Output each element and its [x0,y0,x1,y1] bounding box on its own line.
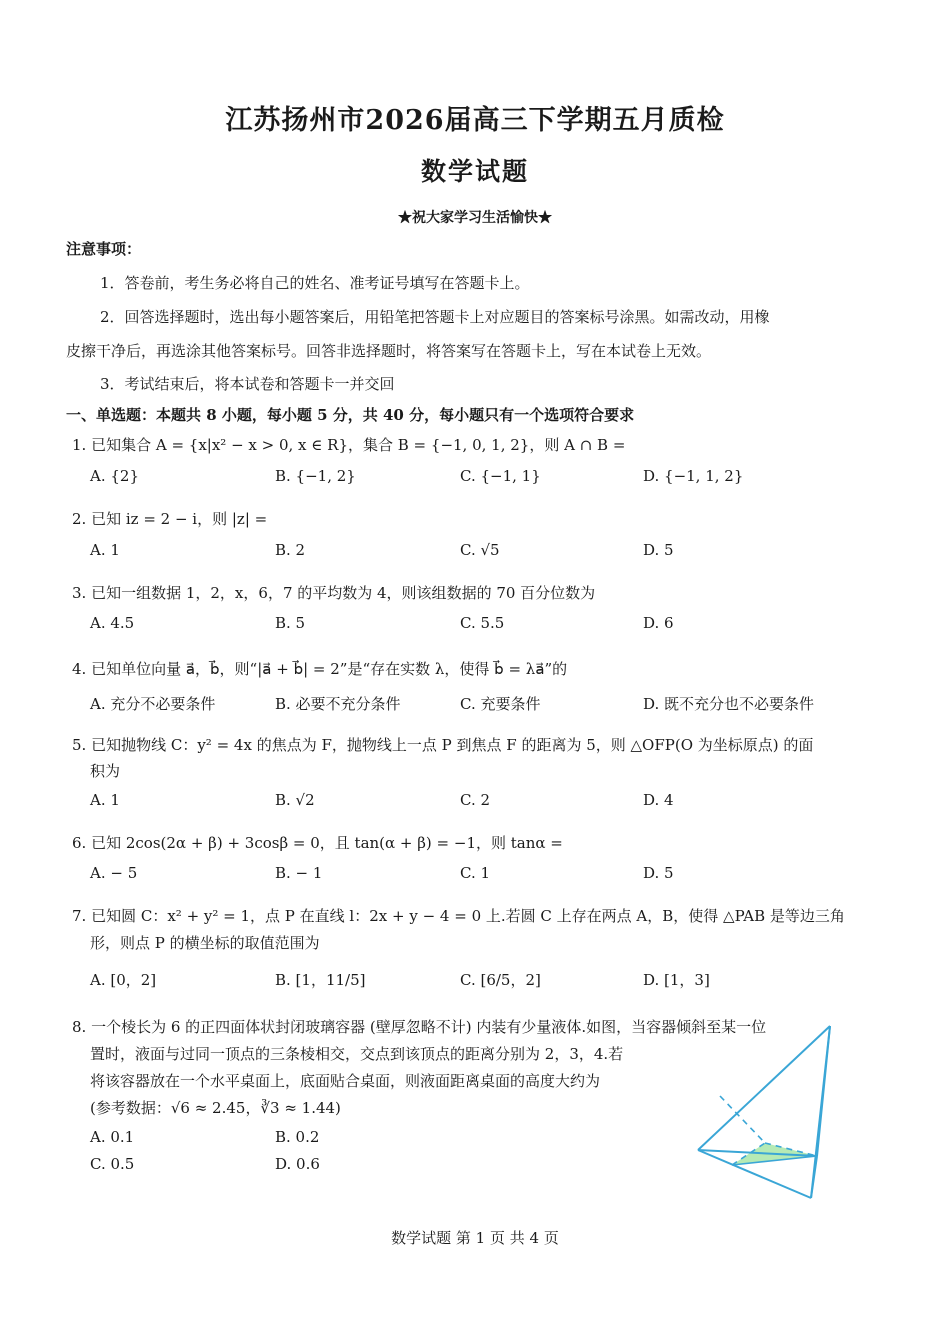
q2-option-c: C. √5 [460,541,500,559]
notice-item-1: 1．答卷前，考生务必将自己的姓名、准考证号填写在答题卡上。 [100,274,530,292]
q7-option-a: A. [0，2] [90,971,157,989]
question-2: 2. 已知 iz = 2 − i，则 |z| = [72,510,268,528]
question-4: 4. 已知单位向量 a⃗，b⃗，则“|a⃗ + b⃗| = 2”是“存在实数 λ，使得 b⃗ = λa⃗”的 [72,660,568,678]
q4-option-b: B. 必要不充分条件 [275,695,401,713]
question-3: 3. 已知一组数据 1，2，x，6，7 的平均数为 4，则该组数据的 70 百分位数为 [72,584,596,602]
q3-option-c: C. 5.5 [460,614,505,632]
page-footer: 数学试题 第 1 页 共 4 页 [391,1229,559,1247]
notice-item-2: 2．回答选择题时，选出每小题答案后，用铅笔把答题卡上对应题目的答案标号涂黑。如需改动，用橡 [100,308,770,326]
q2-option-b: B. 2 [275,541,306,559]
exam-subtitle: 数学试题 [420,157,529,186]
q1-option-b: B. {−1, 2} [275,467,356,485]
exam-title: 江苏扬州市2026届高三下学期五月质检 [225,105,725,136]
q3-option-d: D. 6 [643,614,674,632]
question-8: 8. 一个棱长为 6 的正四面体状封闭玻璃容器 (壁厚忽略不计) 内装有少量液体.如图，当容器倾斜至某一位 [72,1018,767,1036]
q4-option-c: C. 充要条件 [460,695,541,713]
hidden-edge [720,1096,765,1143]
question-8-reference: (参考数据：√6 ≈ 2.45，∛3 ≈ 1.44) [90,1099,341,1117]
q2-option-d: D. 5 [643,541,674,559]
q7-option-b: B. [1，11/5] [275,971,366,989]
q5-option-c: C. 2 [460,791,491,809]
q6-option-a: A. − 5 [90,864,138,882]
question-1: 1. 已知集合 A = {x|x² − x > 0, x ∈ R}，集合 B = {−1, 0, 1, 2}，则 A ∩ B = [72,436,626,454]
q6-option-b: B. − 1 [275,864,323,882]
q1-option-d: D. {−1, 1, 2} [643,467,744,485]
question-6: 6. 已知 2cos(2α + β) + 3cosβ = 0，且 tan(α + β) = −1，则 tanα = [72,834,563,852]
question-5: 5. 已知抛物线 C：y² = 4x 的焦点为 F，抛物线上一点 P 到焦点 F 的距离为 5，则 △OFP(O 为坐标原点) 的面 [72,736,814,754]
q6-option-c: C. 1 [460,864,491,882]
q5-option-d: D. 4 [643,791,674,809]
q8-option-b: B. 0.2 [275,1128,320,1146]
tetrahedron-figure [690,1014,840,1204]
q5-option-a: A. 1 [90,791,120,809]
notice-heading: 注意事项： [66,240,142,258]
q8-option-a: A. 0.1 [90,1128,135,1146]
q4-option-d: D. 既不充分也不必要条件 [643,695,815,713]
notice-item-3: 3．考试结束后，将本试卷和答题卡一并交回 [100,375,395,393]
q3-option-b: B. 5 [275,614,306,632]
question-5-cont: 积为 [90,762,121,780]
q3-option-a: A. 4.5 [90,614,135,632]
edge-apex-left [698,1026,830,1150]
q1-option-a: A. {2} [90,467,139,485]
q6-option-d: D. 5 [643,864,674,882]
q5-option-b: B. √2 [275,791,315,809]
q8-option-d: D. 0.6 [275,1155,320,1173]
question-8-cont-1: 置时，液面与过同一顶点的三条棱相交，交点到该顶点的距离分别为 2，3，4.若 [90,1045,624,1063]
question-8-cont-2: 将该容器放在一个水平桌面上，底面贴合桌面，则液面距离桌面的高度大约为 [90,1072,601,1090]
q4-option-a: A. 充分不必要条件 [90,695,216,713]
notice-item-2-cont: 皮擦干净后，再选涂其他答案标号。回答非选择题时，将答案写在答题卡上，写在本试卷上无效。 [66,342,712,360]
q7-option-d: D. [1，3] [643,971,710,989]
question-7: 7. 已知圆 C：x² + y² = 1，点 P 在直线 l：2x + y − 4 = 0 上.若圆 C 上存在两点 A，B，使得 △PAB 是等边三角 [72,907,845,925]
motto-line: ★祝大家学习生活愉快★ [398,210,552,226]
section-heading: 一、单选题：本题共 8 小题，每小题 5 分，共 40 分，每小题只有一个选项符合要求 [66,406,635,424]
q1-option-c: C. {−1, 1} [460,467,541,485]
q7-option-c: C. [6/5，2] [460,971,541,989]
q8-option-c: C. 0.5 [90,1155,135,1173]
question-7-cont: 形，则点 P 的横坐标的取值范围为 [90,934,320,952]
q2-option-a: A. 1 [90,541,120,559]
